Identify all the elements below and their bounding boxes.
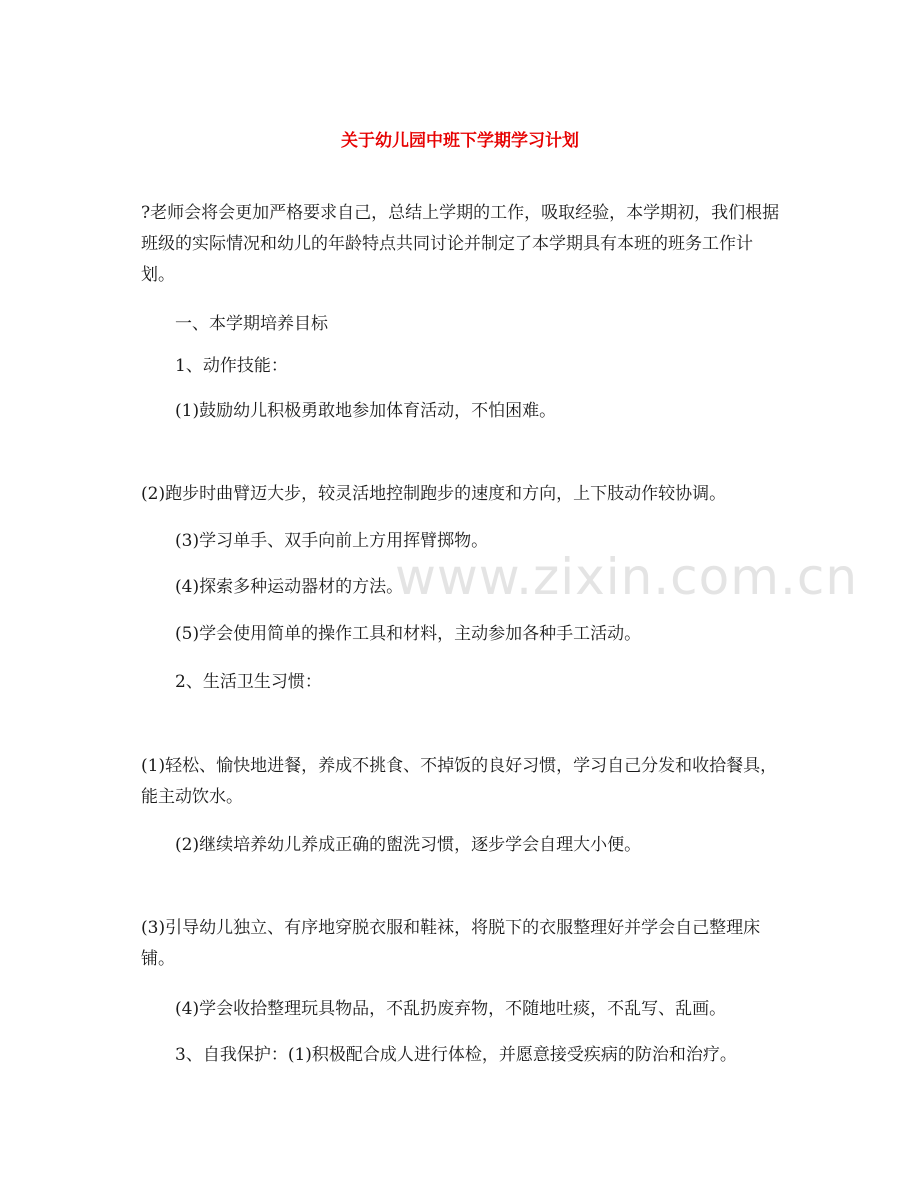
item-heading-hygiene: 2、生活卫生习惯：	[175, 672, 322, 692]
document-title: 关于幼儿园中班下学期学习计划	[341, 131, 579, 151]
section-heading: 一、本学期培养目标	[175, 314, 328, 334]
list-item: (3)学习单手、双手向前上方用挥臂掷物。	[175, 531, 489, 551]
list-item: (5)学会使用简单的操作工具和材料，主动参加各种手工活动。	[175, 624, 642, 644]
list-item: (2)跑步时曲臂迈大步，较灵活地控制跑步的速度和方向，上下肢动作较协调。	[141, 484, 727, 504]
item-heading-motor: 1、动作技能：	[175, 356, 288, 376]
list-item: (1)鼓励幼儿积极勇敢地参加体育活动，不怕困难。	[175, 401, 557, 421]
list-item: (4)学会收拾整理玩具物品，不乱扔废弃物，不随地吐痰，不乱写、乱画。	[175, 999, 727, 1019]
list-item: (3)引导幼儿独立、有序地穿脱衣服和鞋袜，将脱下的衣服整理好并学会自己整理床铺。	[141, 918, 761, 969]
intro-paragraph: ?老师会将会更加严格要求自己，总结上学期的工作，吸取经验，本学期初，我们根据班级的实际情况和幼儿的年龄特点共同讨论并制定了本学期具有本班的班务工作计划。	[141, 203, 780, 285]
item-heading-self-protection: 3、自我保护：(1)积极配合成人进行体检，并愿意接受疾病的防治和治疗。	[175, 1045, 737, 1065]
list-item: (1)轻松、愉快地进餐，养成不挑食、不掉饭的良好习惯，学习自己分发和收拾餐具，能主动饮水。	[141, 756, 778, 807]
list-item: (2)继续培养幼儿养成正确的盥洗习惯，逐步学会自理大小便。	[175, 835, 642, 855]
list-item: (4)探索多种运动器材的方法。	[175, 577, 404, 597]
watermark: www.zixin.com.cn	[395, 548, 859, 606]
